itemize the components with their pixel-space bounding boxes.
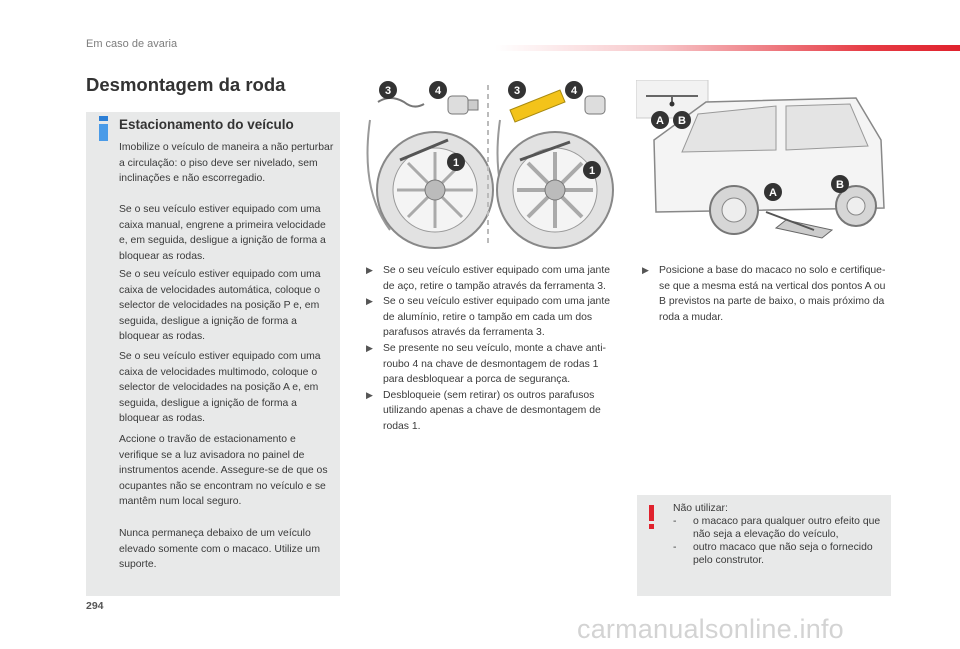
- svg-text:3: 3: [513, 85, 521, 97]
- triangle-bullet-icon: ▶: [366, 265, 373, 275]
- svg-text:1: 1: [588, 165, 596, 177]
- triangle-bullet-icon: ▶: [366, 389, 373, 400]
- jack-icon: [766, 212, 832, 238]
- parking-info-box: [86, 112, 340, 596]
- wheel-removal-steps: [365, 263, 615, 435]
- step-unlock-bolts: ▶ Desbloqueie (sem retirar) os outros parafusos utilizando apenas a chave de desmontagem de rodas 1.: [366, 389, 601, 432]
- svg-text:A: A: [769, 187, 777, 199]
- parking-heading: Estacionamento do veículo: [119, 117, 294, 132]
- svg-text:4: 4: [434, 85, 442, 97]
- step-steel-rim: ▶ Se o seu veículo estiver equipado com uma jante de aço, retire o tampão através da ferramenta 3.: [366, 265, 610, 292]
- page-number: 294: [86, 600, 104, 612]
- svg-text:3: 3: [384, 85, 392, 97]
- parking-paragraph-2: Se o seu veículo estiver equipado com uma caixa manual, engrene a primeira velocidade e, em seguida, desligue a ignição de forma a bloquear as rodas.: [119, 204, 326, 262]
- warning-item-2: - outro macaco que não seja o fornecido pelo construtor.: [673, 542, 873, 566]
- parking-paragraph-3: Se o seu veículo estiver equipado com uma caixa de velocidades automática, coloque o selector de velocidades na posição P e, em seguida, desligue a ignição de forma a bloquear as rodas.: [119, 269, 321, 343]
- callout-b-car: [831, 175, 849, 193]
- header-gradient-bar: [495, 45, 960, 51]
- warning-icon: [649, 505, 655, 529]
- callout-a-top: [651, 111, 669, 129]
- step-position-jack: ▶ Posicione a base do macaco no solo e certifique-se que a mesma está na vertical dos pontos A ou B previstos na parte de baixo, o mais próximo da roda a mudar.: [642, 265, 886, 323]
- info-icon: [99, 116, 108, 141]
- callout-4a: [429, 81, 447, 99]
- watermark: carmanualsonline.info: [577, 614, 844, 644]
- parking-paragraph-5: Accione o travão de estacionamento e verifique se a luz avisadora no painel de instrumentos acende. Assegure-se de que os ocupantes não se encontram no veículo e se mantêm num local seguro.: [119, 434, 328, 508]
- warning-item-1: - o macaco para qualquer outro efeito que não seja a elevação do veículo,: [673, 516, 881, 540]
- callout-1b: [583, 161, 601, 179]
- jack-position-steps: [641, 263, 891, 325]
- callout-1a: [447, 153, 465, 171]
- callout-3a: [379, 81, 397, 99]
- svg-text:1: 1: [452, 157, 460, 169]
- section-header: Em caso de avaria: [86, 38, 178, 50]
- callout-4b: [565, 81, 583, 99]
- callout-a-car: [764, 183, 782, 201]
- car-jack-illustration: [636, 80, 892, 250]
- page-title: Desmontagem da roda: [86, 74, 286, 95]
- svg-text:4: 4: [570, 85, 578, 97]
- triangle-bullet-icon: ▶: [642, 265, 649, 275]
- parking-paragraph-4: Se o seu veículo estiver equipado com uma caixa de velocidades multimodo, coloque o selector de velocidades na posição A e, em seguida, desligue a ignição de forma a bloquear as rodas.: [119, 351, 321, 425]
- lock-adapter-icon: [448, 96, 478, 114]
- step-anti-theft: ▶ Se presente no seu veículo, monte a chave anti-roubo 4 na chave de desmontagem de rodas 1 para desbloquear a porca de segurança.: [366, 342, 606, 386]
- triangle-bullet-icon: ▶: [366, 296, 373, 307]
- callout-3b: [508, 81, 526, 99]
- callout-b-top: [673, 111, 691, 129]
- parking-paragraph-1: Imobilize o veículo de maneira a não perturbar a circulação: o piso deve ser nivelado, sem inclinações e não escorregadio.: [119, 142, 334, 185]
- svg-text:B: B: [678, 115, 686, 127]
- svg-text:A: A: [656, 115, 664, 127]
- svg-text:B: B: [836, 179, 844, 191]
- step-alloy-rim: ▶ Se o seu veículo estiver equipado com uma jante de alumínio, retire o tampão em cada um dos parafusos através da ferramenta 3.: [366, 296, 610, 339]
- warning-box: [637, 495, 891, 596]
- warning-intro: Não utilizar:: [673, 503, 728, 514]
- triangle-bullet-icon: ▶: [366, 342, 373, 353]
- wheel-tools-illustration: [360, 80, 620, 250]
- parking-paragraph-6: Nunca permaneça debaixo de um veículo elevado somente com o macaco. Utilize um suporte.: [119, 528, 320, 571]
